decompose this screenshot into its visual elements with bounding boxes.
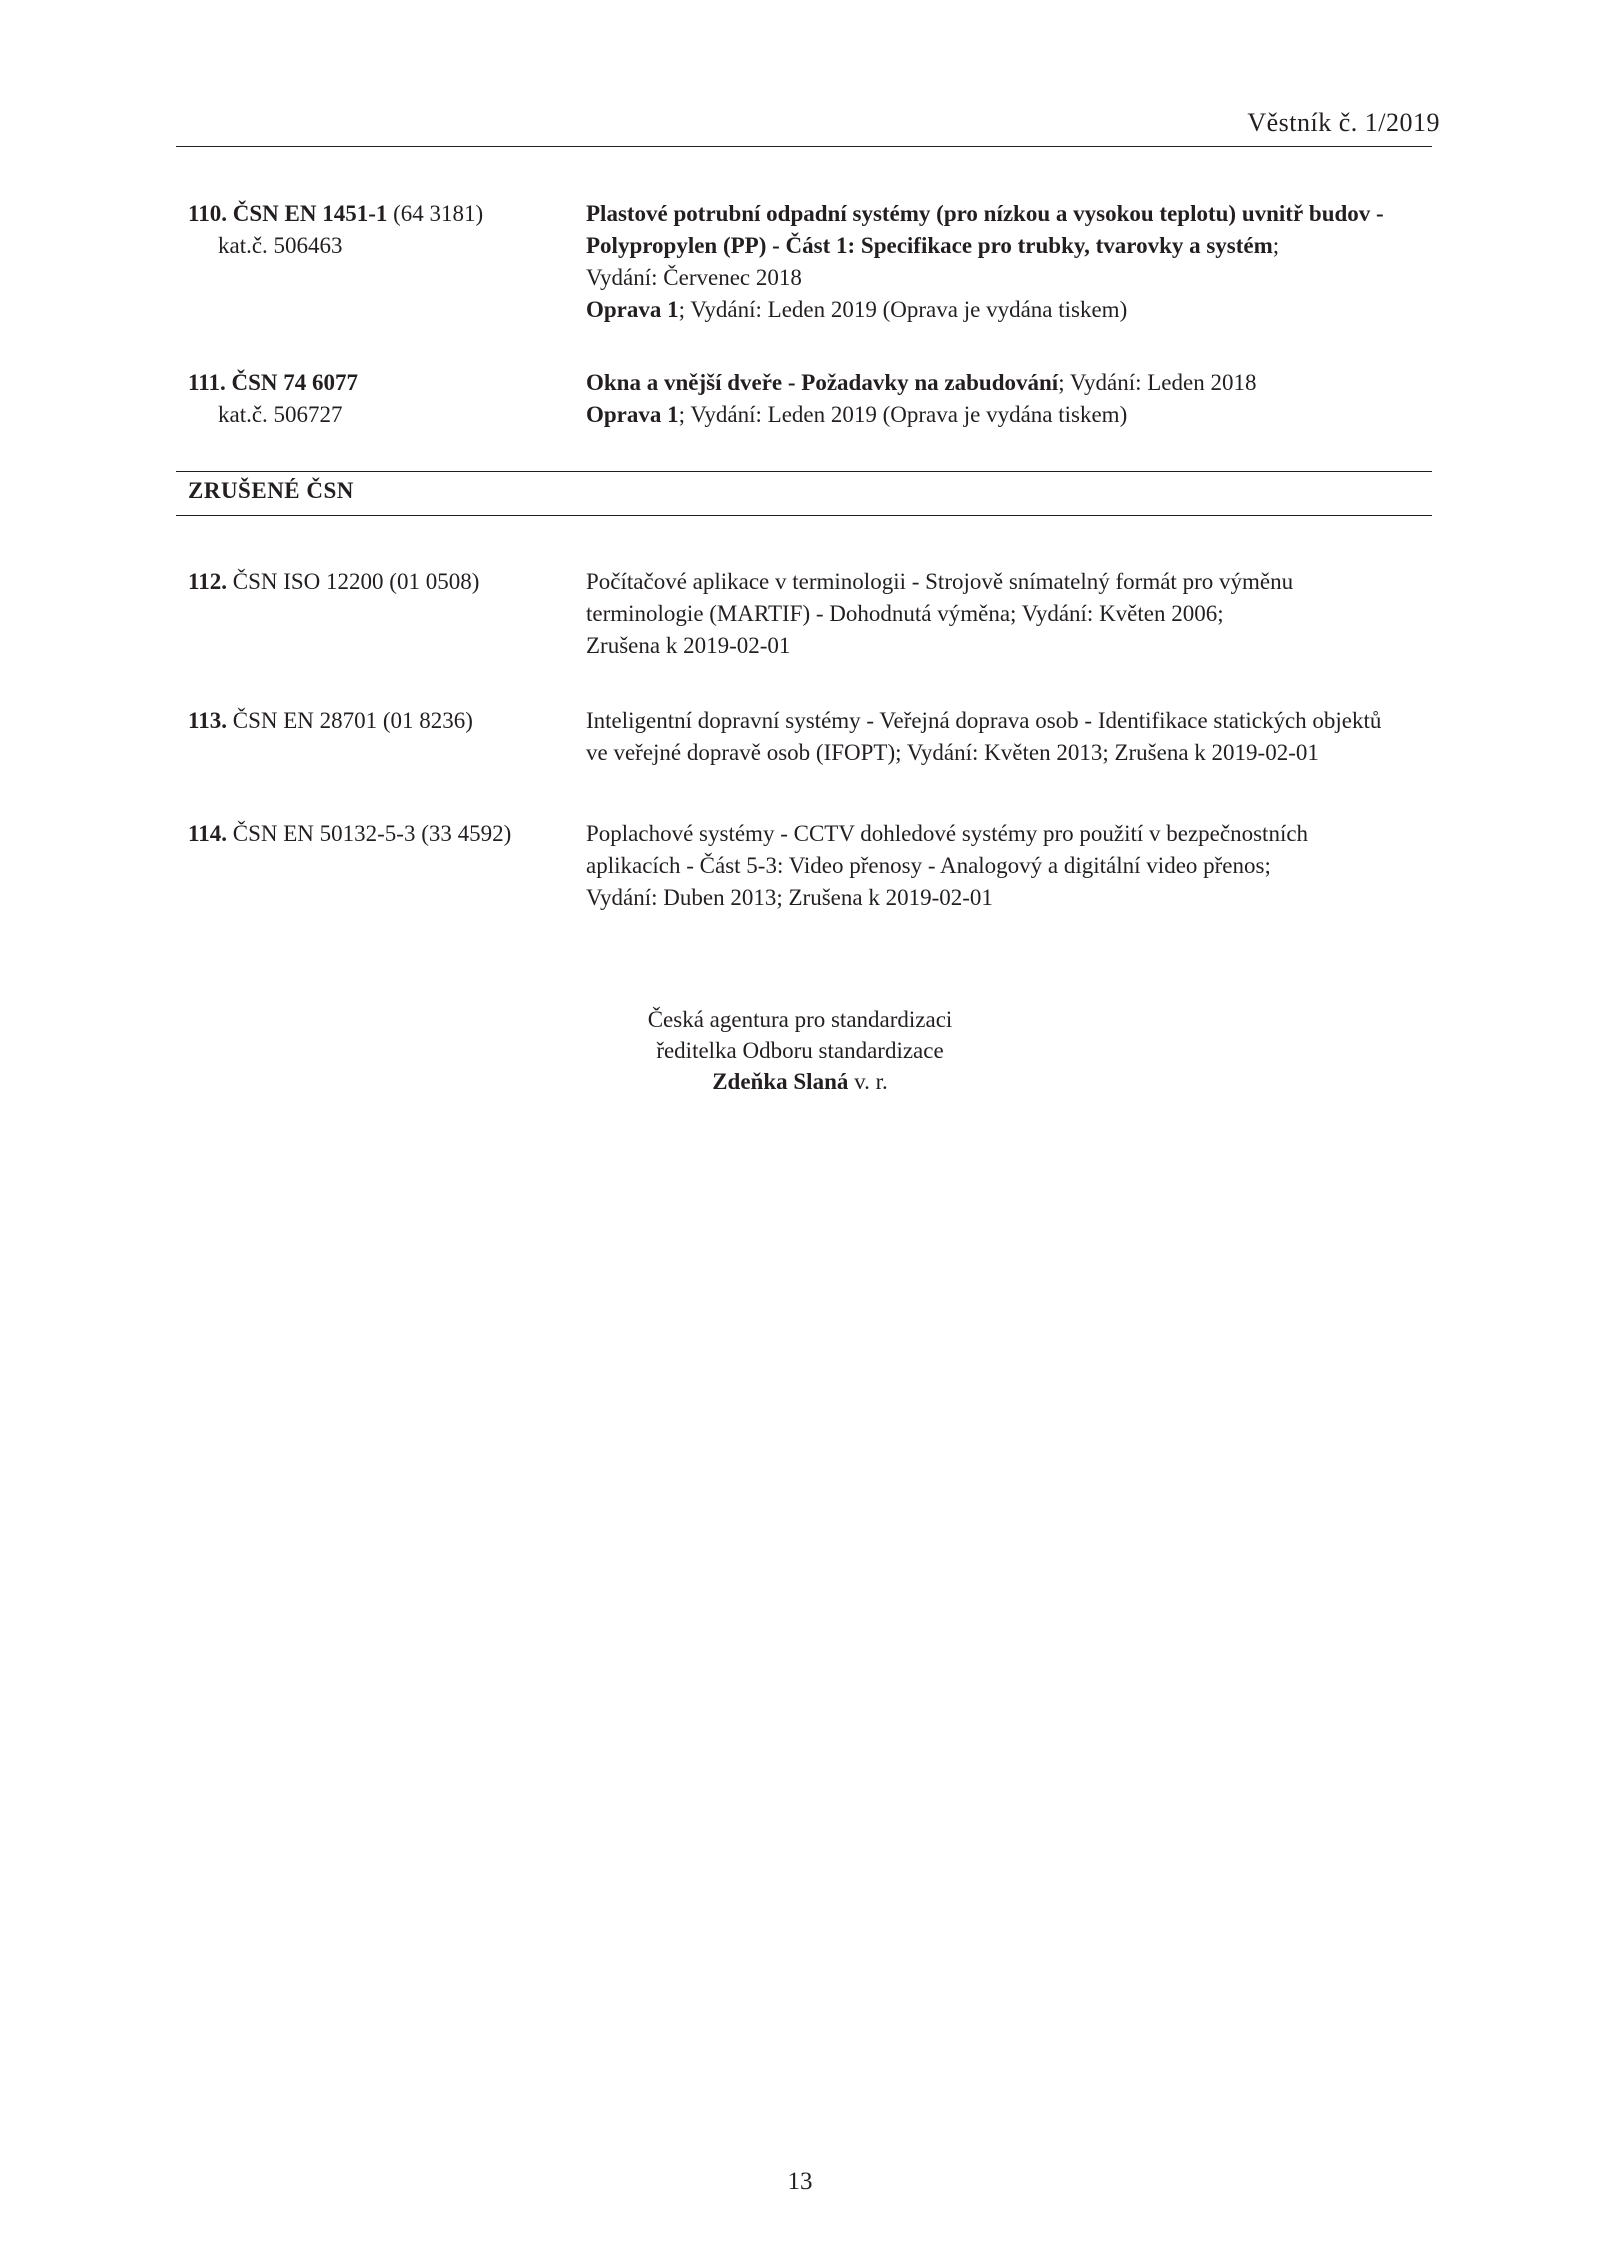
entry-110-id [188,198,483,262]
entry-113-line-1: Inteligentní dopravní systémy - Veřejná doprava osob - Identifikace statických objektů [586,708,1382,733]
entry-113-id [188,705,473,737]
entry-113-number: 113. [188,708,227,733]
signature-role: ředitelka Odboru standardizace [656,1038,944,1063]
signature-block [0,1004,1600,1097]
entry-111-id [188,367,358,431]
entry-110-number: 110. ČSN EN 1451-1 [188,201,388,226]
entry-111-number: 111. ČSN 74 6077 [188,370,358,395]
entry-113-standard: ČSN EN 28701 (01 8236) [226,708,473,733]
entry-110-title-suffix: ; [1272,233,1280,258]
entry-112-line-3: Zrušena k 2019-02-01 [586,633,791,658]
entry-114-line-2: aplikacích - Část 5-3: Video přenosy - Analogový a digitální video přenos; [586,853,1271,878]
entry-114-standard: ČSN EN 50132-5-3 (33 4592) [226,821,512,846]
entry-110-details [586,198,1436,326]
entry-110-correction-label: Oprava 1 [586,297,679,322]
entry-111-correction-label: Oprava 1 [586,402,679,427]
section-top-rule [176,471,1432,472]
section-title-cancelled: ZRUŠENÉ ČSN [188,478,354,503]
entry-111-correction-text: ; Vydání: Leden 2019 (Oprava je vydána tiskem) [678,402,1128,427]
entry-112-number: 112. [188,569,227,594]
entry-114-line-1: Poplachové systémy - CCTV dohledové systémy pro použití v bezpečnostních [586,821,1309,846]
entry-110-code: (64 3181) [387,201,484,226]
entry-111-title: Okna a vnější dveře - Požadavky na zabudování [586,370,1059,395]
entry-112-details [586,566,1436,662]
header-rule [176,146,1432,147]
entry-112-standard: ČSN ISO 12200 (01 0508) [226,569,480,594]
entry-113-details [586,705,1436,769]
entry-114-details [586,818,1436,914]
bulletin-header: Věstník č. 1/2019 [1247,108,1440,137]
signature-suffix: v. r. [848,1069,888,1094]
entry-114-line-3: Vydání: Duben 2013; Zrušena k 2019-02-01 [586,885,993,910]
entry-110-title-line-1: Plastové potrubní odpadní systémy (pro nízkou a vysokou teplotu) uvnitř budov - [586,201,1384,226]
entry-114-id [188,818,511,850]
page-number: 13 [787,2168,813,2195]
entry-111-details [586,367,1436,431]
entry-110-issue: Vydání: Červenec 2018 [586,265,802,290]
entry-110-title-line-2: Polypropylen (PP) - Část 1: Specifikace pro trubky, tvarovky a systém [586,233,1273,258]
entry-112-id [188,566,479,598]
entry-110-catalog: kat.č. 506463 [218,233,343,258]
signature-organization: Česká agentura pro standardizaci [647,1007,953,1032]
entry-111-catalog: kat.č. 506727 [218,402,343,427]
entry-114-number: 114. [188,821,227,846]
entry-111-title-suffix: ; Vydání: Leden 2018 [1058,370,1257,395]
section-bottom-rule [176,515,1432,516]
entry-112-line-2: terminologie (MARTIF) - Dohodnutá výměna; Vydání: Květen 2006; [586,601,1224,626]
entry-113-line-2: ve veřejné dopravě osob (IFOPT); Vydání: Květen 2013; Zrušena k 2019-02-01 [586,740,1319,765]
signature-name: Zdeňka Slaná [712,1069,849,1094]
entry-110-correction-text: ; Vydání: Leden 2019 (Oprava je vydána tiskem) [678,297,1128,322]
entry-112-line-1: Počítačové aplikace v terminologii - Strojově snímatelný formát pro výměnu [586,569,1294,594]
